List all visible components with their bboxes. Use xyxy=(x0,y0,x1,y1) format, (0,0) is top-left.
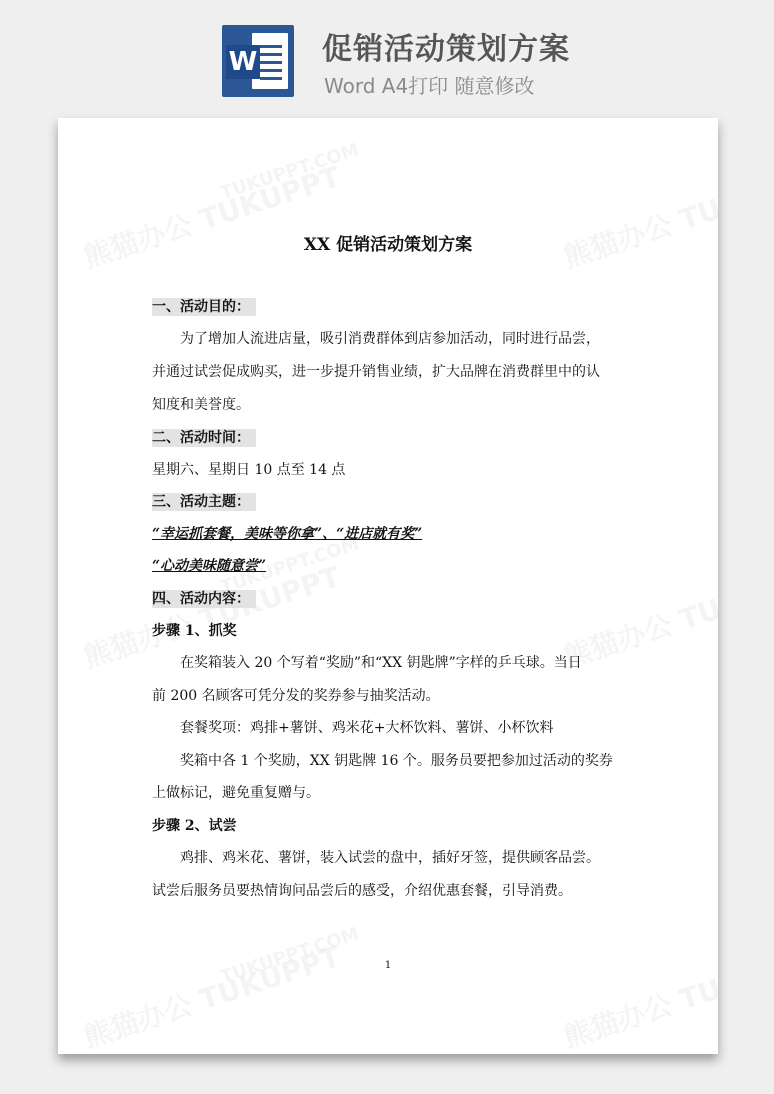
watermark xyxy=(78,935,345,1054)
watermark xyxy=(78,155,345,276)
paragraph-line: 知度和美誉度。 xyxy=(152,397,250,413)
section-heading-text: 四、活动内容： xyxy=(152,590,256,608)
watermark-url xyxy=(675,940,718,1016)
paragraph-line: 试尝后服务员要热情询问品尝后的感受，介绍优惠套餐，引导消费。 xyxy=(152,883,572,899)
paragraph-line: 为了增加人流进店量，吸引消费群体到店参加活动，同时进行品尝， xyxy=(180,331,600,347)
step-heading: 步骤 2、试尝 xyxy=(152,818,237,834)
watermark-brand xyxy=(80,608,197,674)
section-heading xyxy=(152,588,256,608)
paragraph-line: 并通过试尝促成购买，进一步提升销售业绩，扩大品牌在消费群里中的认 xyxy=(152,364,600,380)
watermark-url xyxy=(195,160,344,236)
word-doc-icon xyxy=(222,25,294,97)
watermark-url-small xyxy=(218,923,362,988)
section-heading xyxy=(152,491,256,511)
theme-line: “心动美味随意尝” xyxy=(152,558,267,574)
document-title: XX 促销活动策划方案 xyxy=(303,235,473,255)
watermark-url xyxy=(675,160,718,236)
page-number: 1 xyxy=(384,960,392,971)
paragraph-line: 星期六、星期日 10 点至 14 点 xyxy=(152,462,346,478)
section-heading-text: 二、活动时间： xyxy=(152,429,256,447)
theme-line: “幸运抓套餐，美味等你拿”、“进店就有奖” xyxy=(152,526,423,542)
watermark-url xyxy=(195,940,344,1016)
paragraph-line: 奖箱中各 1 个奖励，XX 钥匙牌 16 个。服务员要把参加过活动的奖券 xyxy=(180,753,613,769)
paragraph-line: 上做标记，避免重复赠与。 xyxy=(152,785,320,801)
header-title: 促销活动策划方案 xyxy=(322,32,570,67)
document-page xyxy=(58,118,718,1054)
section-heading xyxy=(152,296,256,316)
watermark xyxy=(558,155,718,276)
watermark xyxy=(558,555,718,676)
watermark-url xyxy=(675,560,718,636)
paragraph-line: 鸡排、鸡米花、薯饼，装入试尝的盘中，插好牙签，提供顾客品尝。 xyxy=(180,850,600,866)
paragraph-line: 前 200 名顾客可凭分发的奖券参与抽奖活动。 xyxy=(152,688,440,704)
section-heading xyxy=(152,427,256,447)
paragraph-line: 套餐奖项：鸡排+薯饼、鸡米花+大杯饮料、薯饼、小杯饮料 xyxy=(180,720,554,736)
watermark-brand xyxy=(560,988,677,1054)
watermark-brand xyxy=(80,988,197,1054)
paragraph-line: 在奖箱装入 20 个写着“奖励”和“XX 钥匙牌”字样的乒乓球。当日 xyxy=(180,655,582,671)
header-banner xyxy=(0,0,774,110)
step-heading: 步骤 1、抓奖 xyxy=(152,623,237,639)
section-heading-text: 一、活动目的： xyxy=(152,298,256,316)
watermark-url-small xyxy=(218,139,362,204)
watermark xyxy=(558,935,718,1054)
word-letter: W xyxy=(226,45,260,79)
header-subtitle: Word A4打印 随意修改 xyxy=(324,74,535,98)
section-heading-text: 三、活动主题： xyxy=(152,493,256,511)
